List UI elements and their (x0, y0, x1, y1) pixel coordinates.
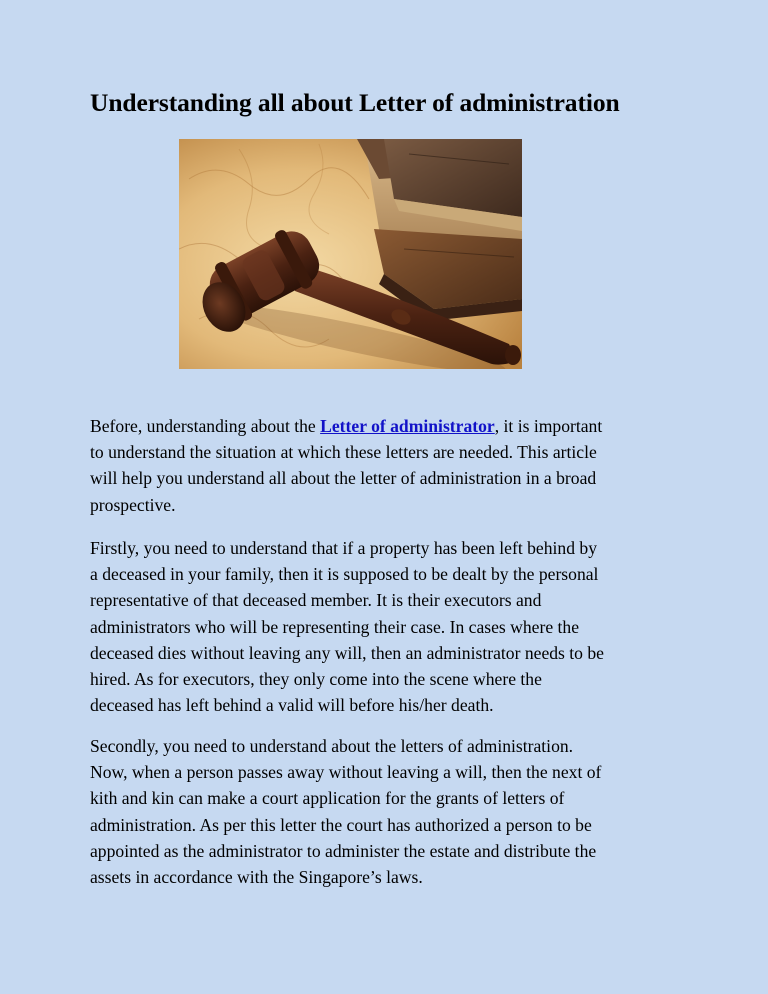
paragraph-firstly-line: Firstly, you need to understand that if a property has been left behind by (90, 538, 597, 558)
gavel-books-image (179, 139, 522, 369)
paragraph-secondly-line: appointed as the administrator to administer the estate and distribute the (90, 840, 597, 861)
paragraph-firstly-line: hired. As for executors, they only come into the scene where the (90, 669, 542, 690)
intro-text-before-link: Before, understanding about the (90, 416, 321, 436)
paragraph-intro-line (90, 413, 690, 439)
paragraph-firstly-line: deceased dies without leaving any will, then an administrator needs to be (90, 642, 604, 663)
intro-text-after-link: , it is important (494, 416, 603, 436)
paragraph-firstly-line: administrators who will be representing their case. In cases where the (90, 616, 580, 637)
paragraph-intro (90, 413, 690, 518)
paragraph-secondly-line: Now, when a person passes away without leaving a will, then the next of (90, 762, 602, 783)
paragraph-firstly-line: deceased has left behind a valid will before his/her death. (90, 695, 494, 716)
article-title: Understanding all about Letter of administration (90, 88, 620, 117)
paragraph-secondly-line: Secondly, you need to understand about the letters of administration. (90, 736, 574, 756)
paragraph-secondly (90, 733, 690, 890)
paragraph-intro-line: prospective. (90, 494, 176, 515)
paragraph-firstly-line: a deceased in your family, then it is supposed to be dealt by the personal (90, 564, 599, 585)
letter-of-administrator-link[interactable]: Letter of administrator (320, 416, 495, 436)
paragraph-secondly-line: assets in accordance with the Singapore’s laws. (90, 867, 423, 888)
gavel-and-books-photo-icon (179, 139, 522, 369)
paragraph-intro-line: to understand the situation at which these letters are needed. This article (90, 442, 597, 463)
paragraph-intro-line: will help you understand all about the letter of administration in a broad (90, 468, 597, 489)
paragraph-secondly-line: administration. As per this letter the court has authorized a person to be (90, 814, 592, 835)
paragraph-firstly-line: representative of that deceased member. It is their executors and (90, 590, 542, 611)
paragraph-firstly (90, 535, 690, 718)
paragraph-secondly-line: kith and kin can make a court application for the grants of letters of (90, 788, 565, 809)
